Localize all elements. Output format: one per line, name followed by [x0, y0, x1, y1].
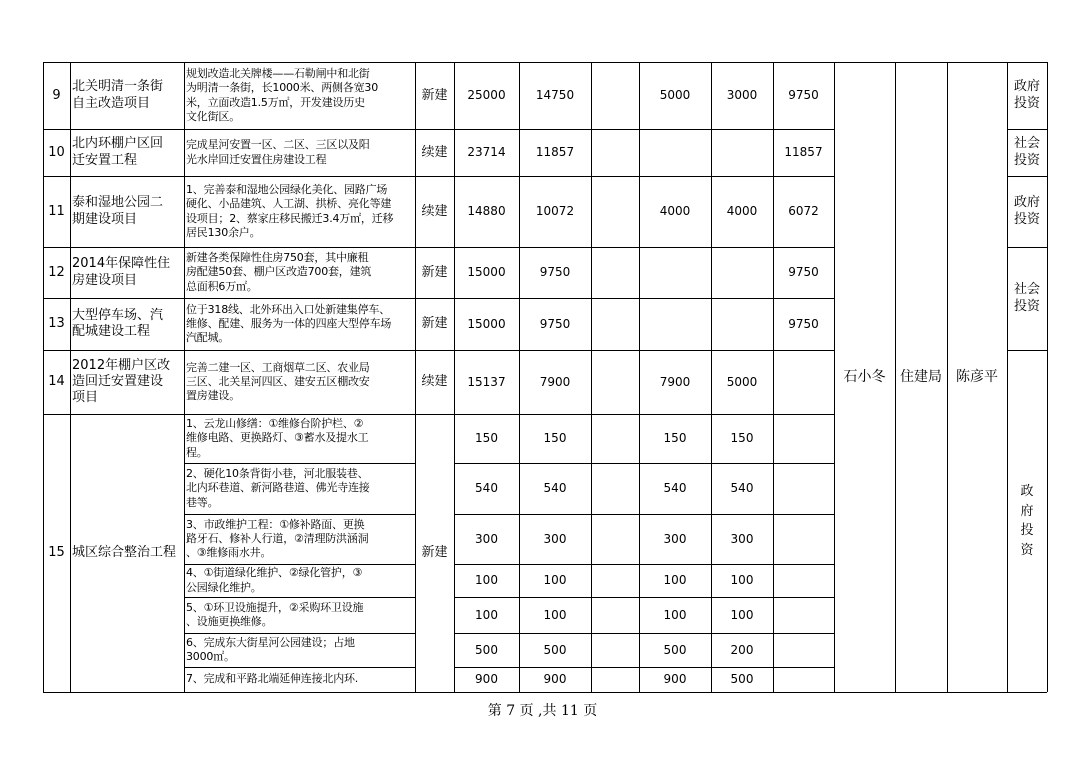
amount-col-2: 500 — [663, 642, 687, 657]
amount-col-3: 500 — [730, 672, 754, 687]
amount-col-4: 6072 — [788, 204, 819, 219]
row-index-15: 15 — [48, 545, 65, 561]
project-name: 北关明清一条街 自主改造项目 — [72, 79, 164, 111]
amount-col-3: 150 — [730, 431, 754, 446]
amount-col-1 — [591, 129, 639, 176]
responsible-leader: 石小冬 — [843, 368, 886, 385]
total-investment: 150 — [475, 431, 498, 446]
funding-source: 社会 投资 — [1013, 135, 1040, 168]
amount-col-2 — [639, 298, 711, 350]
amount-col-1 — [591, 597, 639, 633]
amount-col-4: 9750 — [788, 265, 819, 280]
project-type: 新建 — [421, 87, 448, 103]
amount-col-2: 900 — [663, 672, 687, 687]
amount-col-3: 100 — [730, 607, 754, 622]
funding-source: 政府 投资 — [1013, 78, 1040, 111]
amount-col-2 — [639, 247, 711, 298]
plan-investment: 14750 — [535, 88, 575, 103]
funding-source: 政 府 投 资 — [1020, 484, 1034, 558]
sub-item-description: 1、云龙山修缮：①维修台阶护栏、② 维修电路、更换路灯、③蓄水及提水工 程。 — [186, 417, 369, 459]
total-investment: 14880 — [467, 204, 506, 219]
project-type: 续建 — [421, 374, 448, 390]
amount-col-2 — [639, 129, 711, 176]
amount-col-1 — [591, 414, 639, 463]
amount-col-4 — [773, 350, 834, 414]
amount-col-3: 4000 — [726, 204, 758, 219]
project-name: 城区综合整治工程 — [72, 544, 177, 560]
funding-source: 政府 投资 — [1013, 194, 1040, 227]
responsible-department: 住建局 — [900, 368, 942, 385]
project-name: 2014年保障性住 房建设项目 — [72, 256, 171, 288]
amount-col-2: 300 — [663, 531, 687, 546]
amount-col-1 — [591, 514, 639, 564]
project-type: 新建 — [421, 264, 448, 280]
row-index-14: 14 — [48, 374, 65, 390]
row-index-11: 11 — [48, 203, 65, 219]
funding-source: 社会 投资 — [1013, 281, 1040, 314]
amount-col-4 — [773, 463, 834, 514]
amount-col-1 — [591, 298, 639, 350]
amount-col-3 — [711, 129, 773, 176]
total-investment: 25000 — [467, 88, 506, 103]
sub-item-description: 4、①街道绿化维护、②绿化管护，③ 公园绿化维护。 — [186, 566, 363, 594]
row-index-9: 9 — [52, 87, 61, 103]
amount-col-2: 100 — [663, 607, 687, 622]
plan-investment: 300 — [543, 531, 567, 546]
sub-item-description: 3、市政维护工程：①修补路面、更换 路牙石、修补人行道，②清理防洪涵洞 、③维修雨水井。 — [186, 517, 369, 560]
plan-investment: 9750 — [539, 265, 571, 280]
amount-col-2: 100 — [663, 573, 687, 588]
amount-col-1 — [591, 62, 639, 129]
amount-col-4 — [773, 633, 834, 667]
amount-col-2: 7900 — [659, 374, 691, 389]
plan-investment: 540 — [543, 481, 567, 496]
plan-investment: 7900 — [539, 374, 571, 389]
total-investment: 15137 — [467, 374, 506, 389]
total-investment: 100 — [475, 573, 498, 588]
row-index-13: 13 — [48, 316, 65, 332]
amount-col-4 — [773, 667, 834, 692]
sub-item-description: 6、完成东大街星河公园建设；占地 3000㎡。 — [186, 635, 355, 663]
project-name: 2012年棚户区改 造回迁安置建设 项目 — [72, 357, 171, 406]
amount-col-2: 150 — [663, 431, 687, 446]
project-description: 1、完善泰和湿地公园绿化美化、园路广场 硬化、小品建筑、人工湖、拱桥、亮化等建 设项目；2、蔡家庄移民搬迁3.4万㎡，迁移 居民130余户。 — [186, 182, 394, 239]
sub-item-description: 7、完成和平路北端延伸连接北内环. — [186, 672, 359, 686]
plan-investment: 100 — [543, 573, 567, 588]
amount-col-4: 9750 — [788, 88, 819, 103]
total-investment: 540 — [475, 481, 498, 496]
total-investment: 900 — [475, 672, 498, 687]
total-investment: 100 — [475, 607, 498, 622]
amount-col-4 — [773, 414, 834, 463]
total-investment: 500 — [475, 642, 498, 657]
amount-col-4 — [773, 597, 834, 633]
amount-col-4: 11857 — [784, 145, 823, 160]
amount-col-1 — [591, 176, 639, 247]
plan-investment: 150 — [543, 431, 567, 446]
project-name: 大型停车场、汽 配城建设工程 — [72, 307, 164, 339]
project-description: 完善二建一区、工商烟草二区、农业局 三区、北关星河四区、建安五区棚改安 置房建设。 — [186, 360, 370, 403]
amount-col-3: 5000 — [726, 374, 758, 389]
project-description: 规划改造北关牌楼——石勒闸中和北街 为明清一条街，长1000米、两侧各宽30 米，立面改造1.5万㎡，开发建设历史 文化街区。 — [186, 66, 378, 123]
amount-col-1 — [591, 350, 639, 414]
sub-item-description: 2、硬化10条背街小巷，河北服装巷、 北内环巷道、新河路巷道、佛光寺连接 巷等。 — [186, 467, 370, 509]
amount-col-3 — [711, 247, 773, 298]
total-investment: 23714 — [467, 145, 506, 160]
amount-col-3: 300 — [730, 531, 754, 546]
plan-investment: 500 — [543, 642, 567, 657]
plan-investment: 11857 — [535, 145, 575, 160]
project-type: 续建 — [421, 144, 448, 160]
plan-investment: 900 — [543, 672, 567, 687]
amount-col-1 — [591, 247, 639, 298]
plan-investment: 10072 — [535, 204, 575, 219]
contact-person: 陈彦平 — [956, 368, 998, 385]
amount-col-3 — [711, 298, 773, 350]
amount-col-2: 4000 — [659, 204, 691, 219]
project-description: 位于318线、北外环出入口处新建集停车、 维修、配建、服务为一体的四座大型停车场 汽配城。 — [186, 302, 392, 345]
row-index-12: 12 — [48, 264, 65, 280]
amount-col-2: 540 — [663, 481, 687, 496]
plan-investment: 9750 — [539, 316, 571, 331]
amount-col-4 — [773, 564, 834, 597]
project-type: 新建 — [421, 545, 448, 561]
plan-investment: 100 — [543, 607, 567, 622]
total-investment: 300 — [475, 531, 498, 546]
project-type: 新建 — [421, 316, 448, 332]
project-description: 完成星河安置一区、二区、三区以及阳 光水岸回迁安置住房建设工程 — [186, 138, 370, 166]
amount-col-3: 3000 — [726, 88, 758, 103]
amount-col-2: 5000 — [659, 88, 691, 103]
total-investment: 15000 — [467, 265, 506, 280]
project-name: 北内环棚户区回 迁安置工程 — [72, 136, 164, 168]
project-type: 续建 — [421, 203, 448, 219]
amount-col-1 — [591, 667, 639, 692]
amount-col-3: 200 — [730, 642, 754, 657]
amount-col-1 — [591, 564, 639, 597]
amount-col-3: 100 — [730, 573, 754, 588]
row-index-10: 10 — [48, 144, 65, 160]
amount-col-3: 540 — [730, 481, 754, 496]
project-name: 泰和湿地公园二 期建设项目 — [72, 195, 164, 227]
amount-col-1 — [591, 463, 639, 514]
project-description: 新建各类保障性住房750套，其中廉租 房配建50套、棚户区改造700套，建筑 总面积6万㎡。 — [186, 251, 372, 293]
total-investment: 15000 — [467, 316, 506, 331]
amount-col-4: 9750 — [788, 316, 819, 331]
page-footer: 第 7 页 ,共 11 页 — [487, 703, 598, 719]
amount-col-1 — [591, 633, 639, 667]
sub-item-description: 5、①环卫设施提升，②采购环卫设施 、设施更换维修。 — [186, 600, 364, 628]
amount-col-4 — [773, 514, 834, 564]
